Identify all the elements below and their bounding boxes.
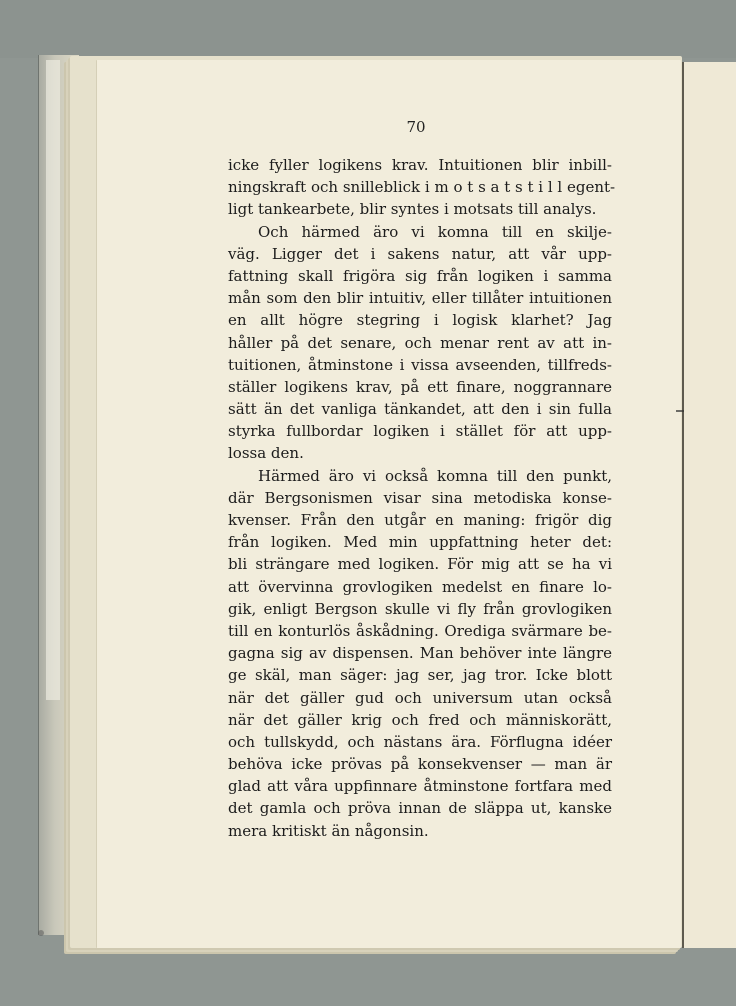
text-line: ligt tankearbete, blir syntes i motsats till analys. [228, 200, 597, 219]
text-line: gagna sig av dispensen. Man behöver inte längre [228, 644, 612, 663]
text-line: där Bergsonismen visar sina metodiska konse- [228, 488, 612, 507]
text-line: en allt högre stegring i logisk klarhet? Jag [228, 311, 612, 330]
text-line: när det gäller gud och universum utan också [228, 688, 612, 707]
text-line: och tullskydd, och nästans ära. Förflugna idéer [228, 732, 612, 751]
text-line: Och härmed äro vi komna till en skilje- [258, 222, 612, 241]
text-line: sätt än det vanliga tänkandet, att den i sin fulla [228, 400, 612, 419]
text-line: Härmed äro vi också komna till den punkt, [258, 466, 612, 485]
text-line: ningskraft och snilleblick i m o t s a t s t i l l egent- [228, 178, 616, 197]
text-line: kvenser. Från den utgår en maning: frigör dig [228, 511, 612, 529]
text-line: att övervinna grovlogiken medelst en finare lo- [228, 577, 612, 596]
text-line: från logiken. Med min uppfattning heter det: [228, 533, 612, 552]
text-line: fattning skall frigöra sig från logiken i samma [228, 266, 612, 285]
text-line: glad att våra uppfinnare åtminstone fortfara med [228, 777, 612, 796]
text-line: bli strängare med logiken. För mig att se ha vi [228, 555, 612, 574]
facing-page-edge [682, 62, 736, 948]
page-number: 70 [406, 118, 426, 136]
margin-mark [676, 410, 684, 412]
scan-background [0, 0, 736, 58]
text-line: ställer logikens krav, på ett finare, noggrannare [228, 377, 612, 396]
text-line: håller på det senare, och menar rent av att in- [228, 333, 612, 352]
text-line: styrka fullbordar logiken i stället för att upp- [228, 422, 612, 441]
text-line: väg. Ligger det i sakens natur, att vår upp- [228, 244, 612, 263]
text-line: mån som den blir intuitiv, eller tillåter intuitionen [228, 289, 612, 308]
text-line: det gamla och pröva innan de släppa ut, kanske [228, 799, 612, 818]
text-line: ge skäl, man säger: jag ser, jag tror. Icke blott [228, 666, 612, 685]
text-line: gik, enligt Bergson skulle vi fly från grovlogiken [228, 599, 612, 618]
text-line: lossa den. [228, 444, 304, 463]
text-line: när det gäller krig och fred och människorätt, [228, 710, 612, 729]
body-text [228, 154, 616, 842]
binding-tape [46, 60, 60, 700]
paper-blemish [38, 930, 44, 936]
text-line: mera kritiskt än någonsin. [228, 821, 429, 840]
text-line: tuitionen, åtminstone i vissa avseenden, tillfreds- [228, 355, 612, 374]
text-line: till en konturlös åskådning. Orediga svärmare be- [228, 621, 612, 640]
text-line: icke fyller logikens krav. Intuitionen blir inbill- [228, 156, 612, 174]
text-line: behöva icke prövas på konsekvenser — man är [228, 755, 612, 774]
